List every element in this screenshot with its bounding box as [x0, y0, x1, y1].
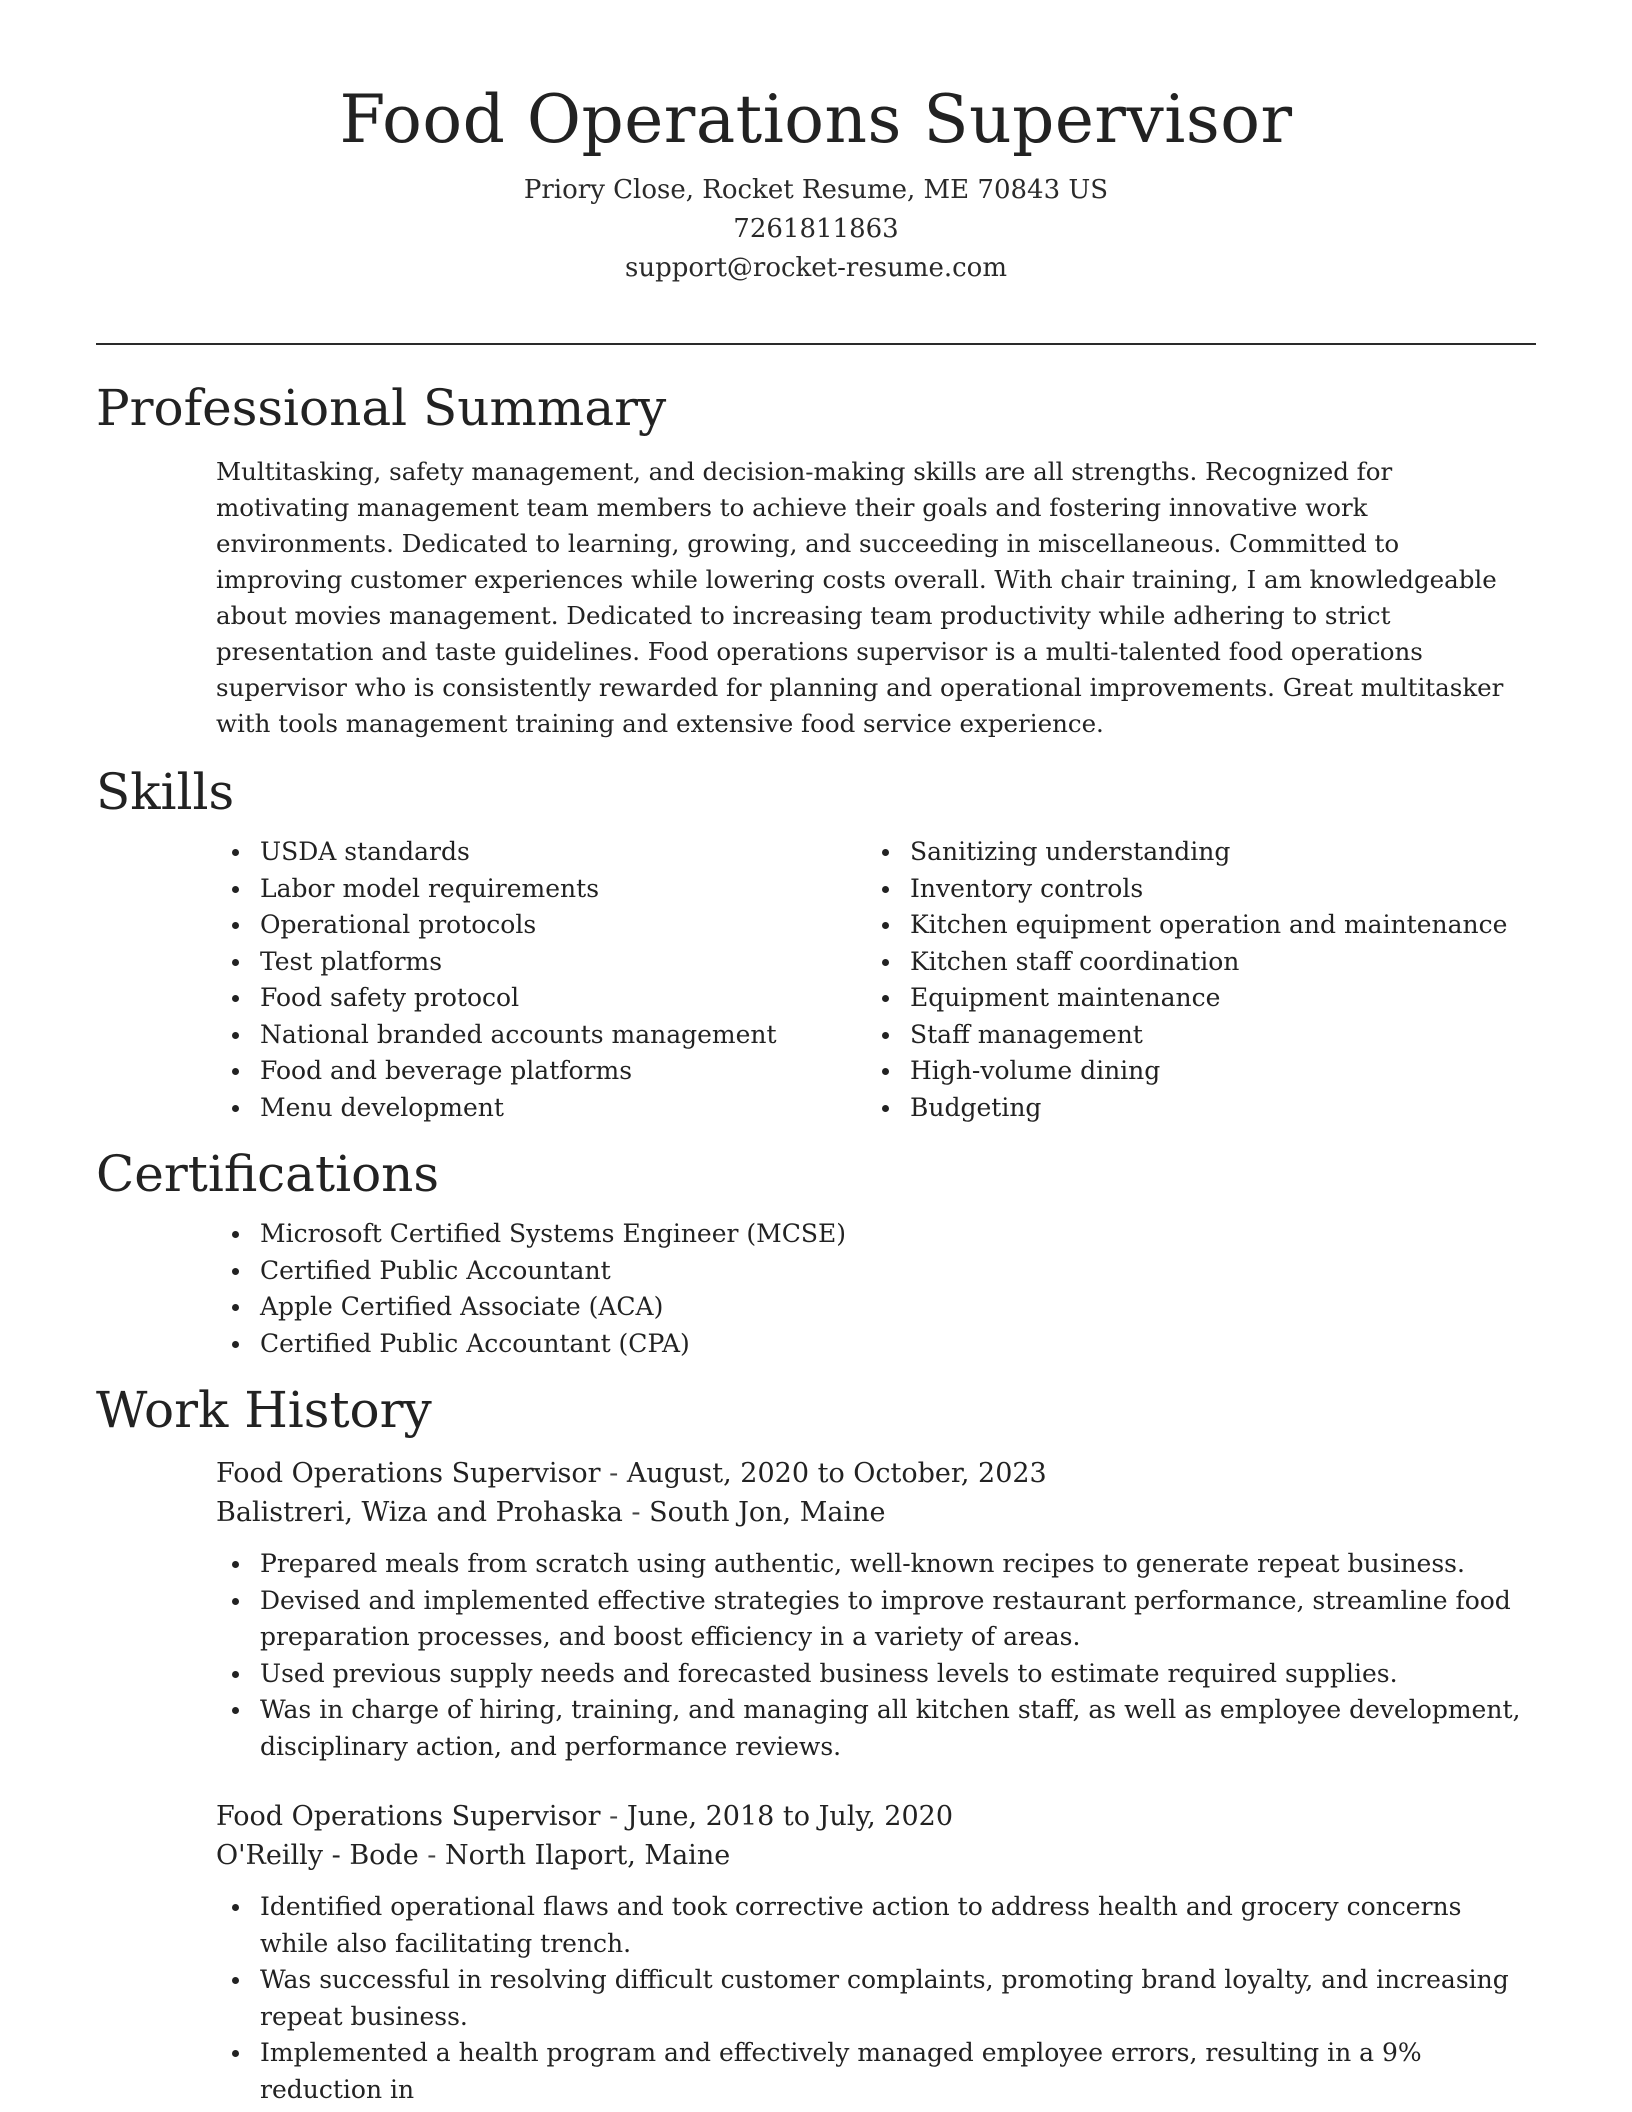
job-title-line	[216, 1454, 1536, 1493]
contact-email: support@rocket-resume.com	[624, 253, 1007, 284]
resume-content	[96, 378, 1536, 2108]
job-bullet: Devised and implemented effective strategies to improve restaurant performance, streamline food preparation processes, and boost efficiency in a variety of areas.	[216, 1583, 1536, 1656]
job-bullet: Prepared meals from scratch using authentic, well-known recipes to generate repeat business.	[216, 1546, 1536, 1583]
job-title-line	[216, 1797, 1536, 1836]
contact-block	[0, 171, 1632, 288]
skill-item: Labor model requirements	[216, 871, 866, 908]
work-history-section	[96, 1380, 1536, 2108]
skill-item: Food and beverage platforms	[216, 1053, 866, 1090]
separator: -	[418, 1840, 445, 1871]
job-bullet: Implemented a health program and effectively managed employee errors, resulting in a 9% reduction in	[216, 2035, 1536, 2108]
summary-text: Multitasking, safety management, and decision-making skills are all strengths. Recognized for motivating management team members to achieve their goals and fostering innovative work environments. Dedicated to learning, growing, and succeeding in miscellaneous. Committed to improving customer experiences while lowering costs overall. With chair training, I am knowledgeable about movies management. Dedicated to increasing team productivity while adhering to strict presentation and taste guidelines. Food operations supervisor is a multi-talented food operations supervisor who is consistently rewarded for planning and operational improvements. Great multitasker with tools management training and extensive food service experience.	[216, 457, 1504, 738]
job-entry	[216, 1454, 1536, 1765]
skill-item: Inventory controls	[866, 871, 1516, 908]
job-bullet: Was successful in resolving difficult customer complaints, promoting brand loyalty, and increasing repeat business.	[216, 1962, 1536, 2035]
certification-item: Certified Public Accountant (CPA)	[216, 1326, 1536, 1363]
job-company-line	[216, 1836, 1536, 1875]
skill-item: Budgeting	[866, 1090, 1516, 1127]
skills-column-left	[216, 834, 866, 1126]
job-company: O'Reilly - Bode	[216, 1840, 419, 1871]
separator: -	[600, 1801, 627, 1832]
skill-item: Food safety protocol	[216, 980, 866, 1017]
job-company: Balistreri, Wiza and Prohaska	[216, 1497, 623, 1528]
skill-item: High-volume dining	[866, 1053, 1516, 1090]
job-title: Food Operations Supervisor	[216, 1801, 601, 1832]
skill-item: Test platforms	[216, 944, 866, 981]
resume-header	[0, 0, 1632, 288]
job-location: North Ilaport, Maine	[444, 1840, 731, 1871]
skills-section	[96, 762, 1536, 1126]
certification-item: Microsoft Certified Systems Engineer (MCSE)	[216, 1216, 1536, 1253]
job-bullet: Was in charge of hiring, training, and managing all kitchen staff, as well as employee development, disciplinary action, and performance reviews.	[216, 1692, 1536, 1765]
contact-phone: 7261811863	[733, 214, 899, 245]
skill-item: Operational protocols	[216, 907, 866, 944]
skill-item: Kitchen equipment operation and maintenance	[866, 907, 1516, 944]
contact-address: Priory Close, Rocket Resume, ME 70843 US	[523, 175, 1109, 206]
job-bullet: Identified operational flaws and took corrective action to address health and grocery concerns while also facilitating trench.	[216, 1889, 1536, 1962]
certifications-list	[216, 1216, 1536, 1362]
certification-item: Certified Public Accountant	[216, 1253, 1536, 1290]
header-divider	[96, 343, 1536, 345]
certifications-section	[96, 1144, 1536, 1362]
candidate-name: Food Operations Supervisor	[339, 81, 1293, 158]
skill-item: National branded accounts management	[216, 1017, 866, 1054]
skill-item: Kitchen staff coordination	[866, 944, 1516, 981]
job-entry	[216, 1797, 1536, 2108]
skill-item: Staff management	[866, 1017, 1516, 1054]
skills-heading: Skills	[96, 763, 235, 821]
job-title: Food Operations Supervisor	[216, 1458, 601, 1489]
job-location: South Jon, Maine	[649, 1497, 886, 1528]
certification-item: Apple Certified Associate (ACA)	[216, 1289, 1536, 1326]
skills-column-right	[866, 834, 1516, 1126]
skills-grid	[216, 834, 1536, 1126]
job-dates: June, 2018 to July, 2020	[626, 1801, 953, 1832]
job-company-line	[216, 1493, 1536, 1532]
summary-heading: Professional Summary	[96, 379, 667, 437]
work-history-heading: Work History	[96, 1381, 432, 1439]
certifications-heading: Certifications	[96, 1145, 440, 1203]
summary-section	[96, 378, 1536, 742]
job-bullets	[216, 1889, 1536, 2108]
job-bullets	[216, 1546, 1536, 1765]
separator: -	[600, 1458, 627, 1489]
skill-item: Sanitizing understanding	[866, 834, 1516, 871]
job-bullet: Used previous supply needs and forecasted business levels to estimate required supplies.	[216, 1656, 1536, 1693]
job-dates: August, 2020 to October, 2023	[626, 1458, 1047, 1489]
skill-item: Menu development	[216, 1090, 866, 1127]
skill-item: Equipment maintenance	[866, 980, 1516, 1017]
skill-item: USDA standards	[216, 834, 866, 871]
separator: -	[622, 1497, 650, 1528]
